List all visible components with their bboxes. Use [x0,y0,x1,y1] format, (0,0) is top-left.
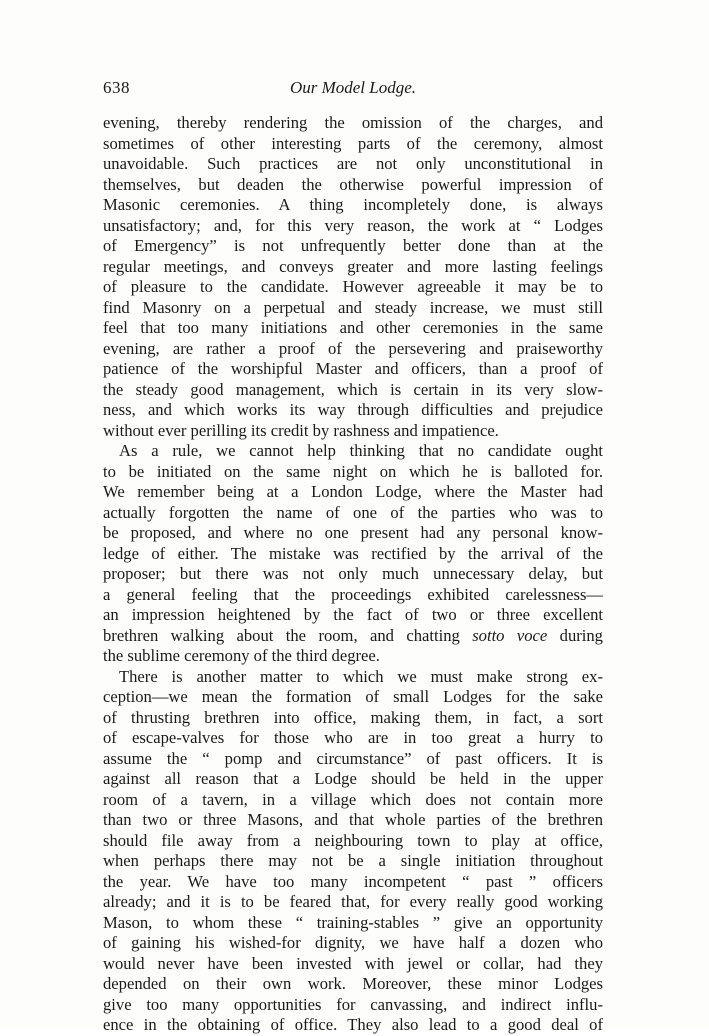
text-line: ception—we mean the formation of small Lodges for the sake [103,687,603,706]
paragraph-start-line: There is another matter to which we must make strong ex- [119,666,603,686]
text-line: We remember being at a London Lodge, where the Master had [103,482,603,501]
text-line: patience of the worshipful Master and officers, than a proof of [103,359,603,378]
text-line: feel that too many initiations and other ceremonies in the same [103,318,603,337]
text-line: of pleasure to the candidate. However agreeable it may be to [103,277,603,296]
text-line: assume the “ pomp and circumstance” of past officers. It is [103,748,603,768]
text-line: a general feeling that the proceedings exhibited carelessness— [103,584,603,604]
text-line: ence in the obtaining of office. They also lead to a good deal of [103,1015,603,1034]
running-head [103,78,603,102]
text-line: Masonic ceremonies. A thing incompletely done, is always [103,195,603,214]
text-line: give too many opportunities for canvassing, and indirect influ- [103,994,603,1014]
text-segment: brethren walking about the room, and chatting [103,625,460,645]
paragraph-start-line: As a rule, we cannot help thinking that no candidate ought [119,441,603,460]
text-line: already; and it is to be feared that, for every really good working [103,892,603,911]
text-line: than two or three Masons, and that whole parties of the brethren [103,810,603,829]
italic-phrase: sotto voce [472,625,548,645]
paragraph-end-line: without ever perilling its credit by rashness and impatience. [103,420,499,440]
text-line: evening, are rather a proof of the persevering and praiseworthy [103,338,603,358]
text-line: an impression heightened by the fact of two or three excellent [103,605,603,624]
text-line: of thrusting brethren into office, making them, in fact, a sort [103,707,603,727]
paragraph-end-line: the sublime ceremony of the third degree. [103,646,380,665]
text-line: of Emergency” is not unfrequently better done than at the [103,236,603,255]
text-line: against all reason that a Lodge should be held in the upper [103,769,603,788]
text-line: evening, thereby rendering the omission of the charges, and [103,113,603,132]
text-line: regular meetings, and conveys greater and more lasting feelings [103,256,603,276]
text-line: would never have been invested with jewel or collar, had they [103,953,603,973]
text-line: ness, and which works its way through difficulties and prejudice [103,400,603,419]
text-line: Mason, to whom these “ training-stables ” give an opportunity [103,912,603,932]
text-line-with-italic [103,626,603,647]
text-line: unsatisfactory; and, for this very reason, the work at “ Lodges [103,215,603,235]
text-line: room of a tavern, in a village which does not contain more [103,789,603,809]
text-line: when perhaps there may not be a single initiation throughout [103,851,603,870]
text-line: unavoidable. Such practices are not only unconstitutional in [103,154,603,173]
text-line: actually forgotten the name of one of the parties who was to [103,502,603,522]
text-line: the steady good management, which is certain in its very slow- [103,379,603,399]
text-line: be proposed, and where no one present had any personal know- [103,523,603,542]
text-line: should file away from a neighbouring town to play at office, [103,830,603,850]
text-line: of escape-valves for those who are in too great a hurry to [103,728,603,747]
text-line: themselves, but deaden the otherwise powerful impression of [103,174,603,194]
text-line: the year. We have too many incompetent “ past ” officers [103,871,603,891]
text-line: sometimes of other interesting parts of the ceremony, almost [103,133,603,153]
text-line: proposer; but there was not only much unnecessary delay, but [103,564,603,583]
text-line: of gaining his wished-for dignity, we have half a dozen who [103,933,603,952]
text-line: depended on their own work. Moreover, these minor Lodges [103,974,603,993]
text-line: find Masonry on a perpetual and steady increase, we must still [103,297,603,317]
text-line: to be initiated on the same night on which he is balloted for. [103,461,603,481]
page-number: 638 [103,78,130,97]
body-text [103,113,603,1036]
running-title: Our Model Lodge. [289,78,417,97]
text-line: ledge of either. The mistake was rectified by the arrival of the [103,543,603,563]
text-segment: during [559,625,603,645]
